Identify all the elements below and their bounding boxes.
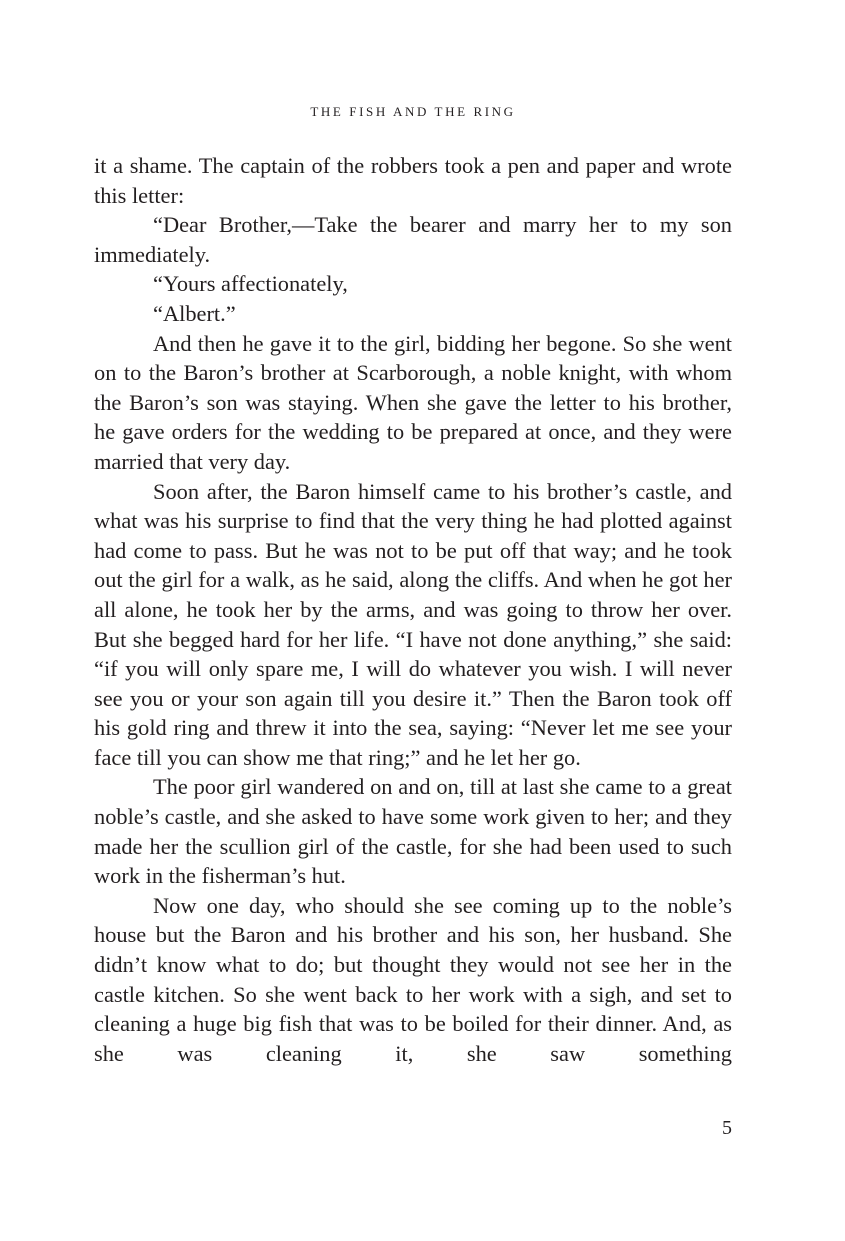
paragraph: The poor girl wandered on and on, till at last she came to a great noble’s castle, and she asked to have some work given to her; and they made her the scullion girl of the castle, for she had been used to such work in the fisherman’s hut. [94, 774, 732, 889]
running-head: THE FISH AND THE RING [310, 104, 516, 119]
page-number: 5 [722, 1117, 732, 1139]
paragraph: Now one day, who should she see coming up to the noble’s house but the Baron and his brother and his son, her husband. She didn’t know what to do; but thought they would not see her in the castle kitchen. So she went back to her work with a sigh, and set to cleaning a huge big fish that was to be boiled for their dinner. And, as she was cleaning it, she saw something [94, 892, 732, 1066]
paragraph: “Dear Brother,—Take the bearer and marry her to my son immediately. [94, 212, 732, 267]
paragraph: And then he gave it to the girl, bidding her begone. So she went on to the Baron’s brother at Scarborough, a noble knight, with whom the Baron’s son was staying. When she gave the letter to his brother, he gave orders for the wedding to be prepared at once, and they were married that very day. [94, 330, 732, 474]
body-text [94, 151, 732, 1068]
paragraph: “Albert.” [153, 300, 236, 326]
paragraph: “Yours affectionately, [153, 271, 348, 297]
paragraph: Soon after, the Baron himself came to his brother’s castle, and what was his surprise to find that the very thing he had plotted against had come to pass. But he was not to be put off that way; and he took out the girl for a walk, as he said, along the cliffs. And when he got her all alone, he took her by the arms, and was going to throw her over. But she begged hard for her life. “I have not done anything,” she said: “if you will only spare me, I will do whatever you wish. I will never see you or your son again till you desire it.” Then the Baron took off his gold ring and threw it into the sea, saying: “Never let me see your face till you can show me that ring;” and he let her go. [94, 478, 732, 770]
paragraph: it a shame. The captain of the robbers took a pen and paper and wrote this letter: [94, 153, 732, 208]
